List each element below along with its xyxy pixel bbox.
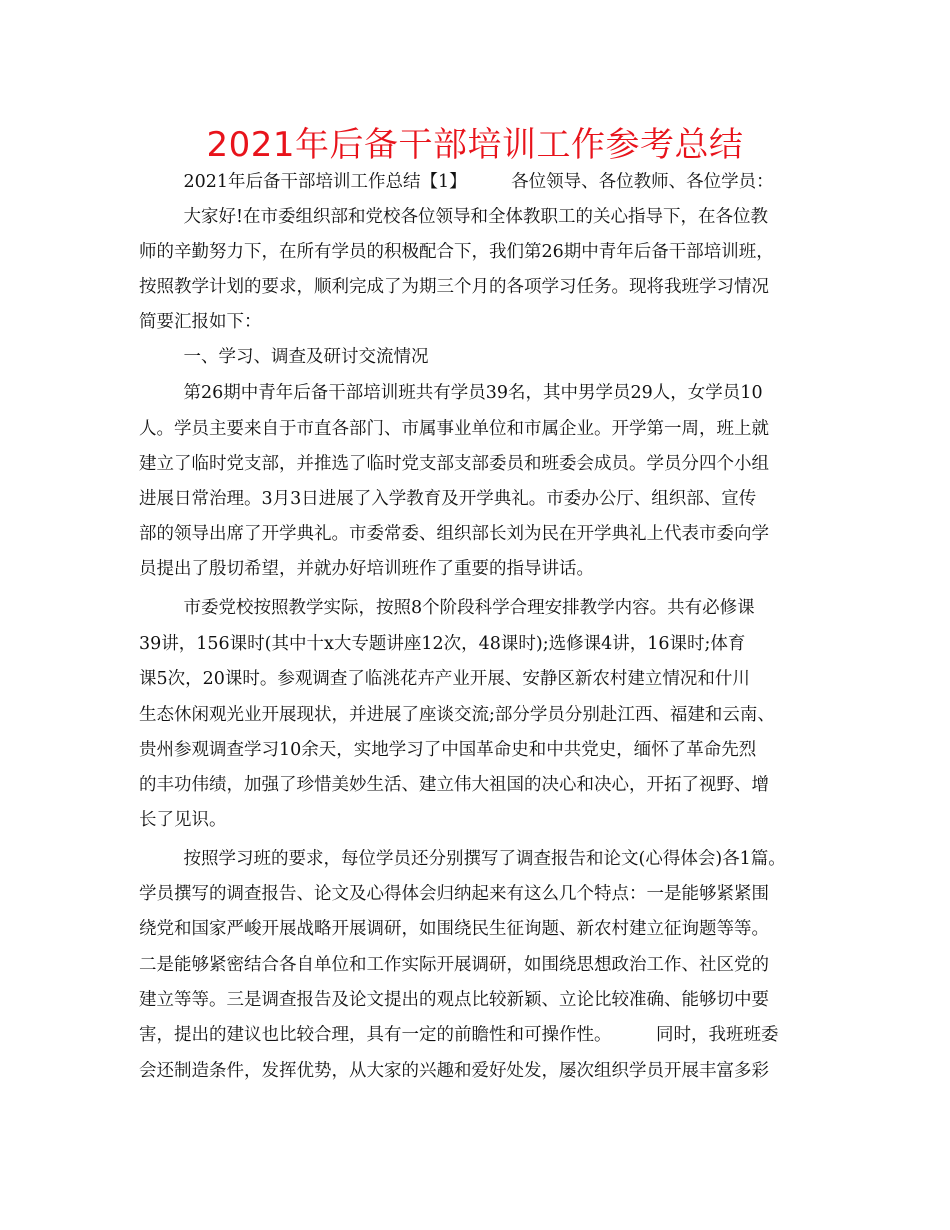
text-line: 害，提出的建议也比较合理，具有一定的前瞻性和可操作性。 同时，我班班委	[139, 1025, 779, 1045]
text-line: 进展日常治理。3月3日进展了入学教育及开学典礼。市委办公厅、组织部、宣传	[139, 489, 757, 509]
text-line: 学员撰写的调查报告、论文及心得体会归纳起来有这么几个特点：一是能够紧紧围	[139, 884, 769, 904]
text-line: 课5次，20课时。参观调查了临洮花卉产业开展、安静区新农村建立情况和什川	[139, 669, 750, 689]
text-line: 第26期中青年后备干部培训班共有学员39名，其中男学员29人，女学员10	[139, 383, 763, 403]
text-line: 39讲，156课时(其中十x大专题讲座12次，48课时);选修课4讲，16课时;体育	[139, 634, 746, 654]
text-line: 员提出了殷切希望，并就办好培训班作了重要的指导讲话。	[139, 559, 594, 579]
text-line: 贵州参观调查学习10余天，实地学习了中国革命史和中共党史，缅怀了革命先烈	[139, 740, 757, 760]
text-line: 简要汇报如下：	[139, 312, 262, 332]
document-title: 2021年后备干部培训工作参考总结	[206, 125, 744, 165]
text-line: 大家好!在市委组织部和党校各位领导和全体教职工的关心指导下，在各位教	[139, 207, 769, 227]
text-line: 会还制造条件，发挥优势，从大家的兴趣和爱好处发，屡次组织学员开展丰富多彩	[139, 1061, 769, 1081]
text-line: 二是能够紧密结合各自单位和工作实际开展调研，如围绕思想政治工作、社区党的	[139, 955, 769, 975]
text-line: 一、学习、调查及研讨交流情况	[139, 347, 429, 367]
text-line: 绕党和国家严峻开展战略开展调研，如围绕民生征询题、新农村建立征询题等等。	[139, 919, 769, 939]
text-line: 师的辛勤努力下，在所有学员的积极配合下，我们第26期中青年后备干部培训班，	[139, 242, 774, 262]
text-line: 人。学员主要来自于市直各部门、市属事业单位和市属企业。开学第一周，班上就	[139, 419, 769, 439]
text-line: 市委党校按照教学实际，按照8个阶段科学合理安排教学内容。共有必修课	[139, 598, 755, 618]
text-line: 部的领导出席了开学典礼。市委常委、组织部长刘为民在开学典礼上代表市委向学	[139, 524, 769, 544]
text-line: 建立等等。三是调查报告及论文提出的观点比较新颖、立论比较准确、能够切中要	[139, 990, 769, 1010]
text-line: 2021年后备干部培训工作总结【1】 各位领导、各位教师、各位学员：	[139, 172, 774, 192]
text-line: 按照教学计划的要求，顺利完成了为期三个月的各项学习任务。现将我班学习情况	[139, 277, 769, 297]
text-line: 生态休闲观光业开展现状，并进展了座谈交流;部分学员分别赴江西、福建和云南、	[139, 705, 775, 725]
text-line: 建立了临时党支部，并推选了临时党支部支部委员和班委会成员。学员分四个小组	[139, 454, 769, 474]
text-line: 长了见识。	[139, 810, 227, 830]
text-line: 按照学习班的要求，每位学员还分别撰写了调查报告和论文(心得体会)各1篇。	[139, 849, 786, 869]
text-line: 的丰功伟绩，加强了珍惜美妙生活、建立伟大祖国的决心和决心，开拓了视野、增	[139, 775, 769, 795]
